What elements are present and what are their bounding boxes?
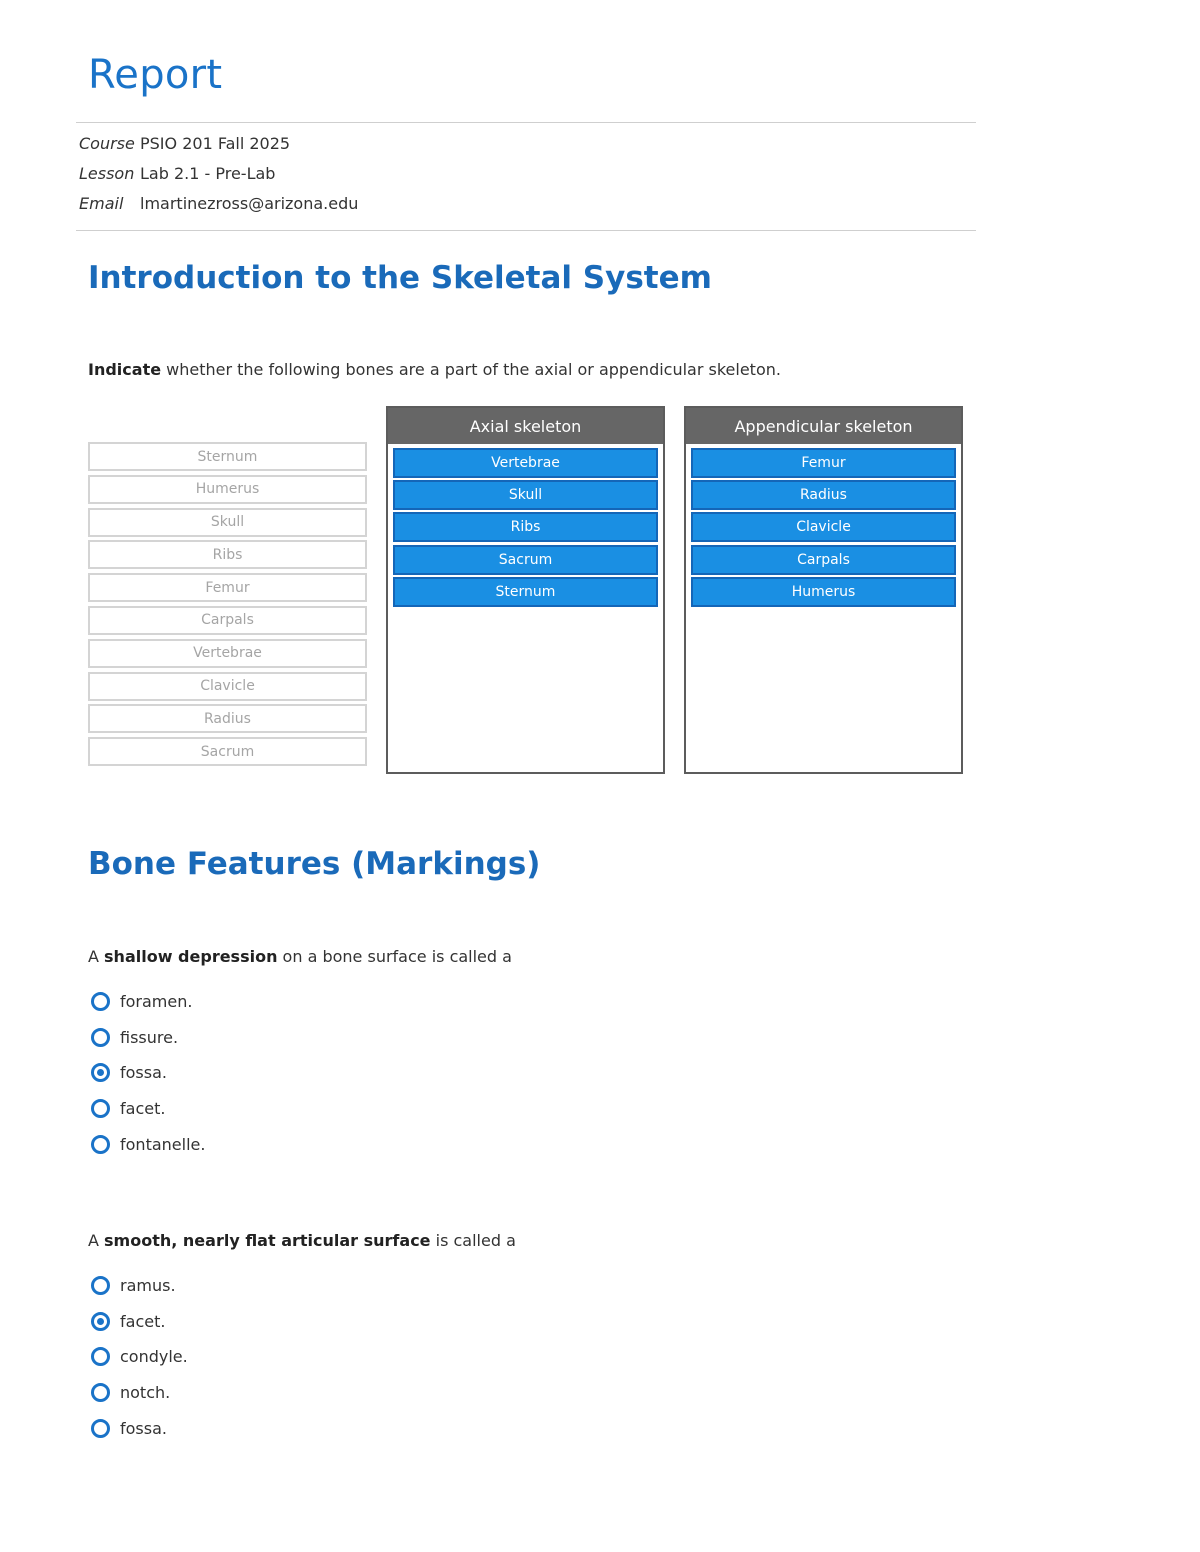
source-item-radius[interactable]: Radius — [88, 704, 367, 733]
prompt-prefix: A — [88, 1231, 105, 1250]
option-notch[interactable] — [91, 1375, 188, 1411]
question-prompt-skeleton — [88, 360, 781, 379]
question-prompt-q1 — [88, 947, 512, 966]
source-item-ribs[interactable]: Ribs — [88, 540, 367, 569]
option-label: condyle. — [120, 1347, 188, 1367]
placed-chip[interactable]: Skull — [393, 480, 658, 510]
option-ramus[interactable] — [91, 1268, 188, 1304]
source-item-sternum[interactable]: Sternum — [88, 442, 367, 471]
prompt-suffix: on a bone surface is called a — [277, 947, 512, 966]
prompt-bold: Indicate — [88, 360, 162, 379]
bucket-appendicular[interactable] — [684, 406, 963, 774]
option-label: foramen. — [120, 992, 193, 1012]
placed-chip[interactable]: Carpals — [691, 545, 956, 575]
meta-lesson — [79, 158, 358, 188]
prompt-prefix: A — [88, 947, 105, 966]
radio-group-q1 — [91, 984, 205, 1162]
prompt-bold: shallow depression — [104, 947, 278, 966]
option-facet[interactable] — [91, 1091, 205, 1127]
bucket-axial[interactable] — [386, 406, 665, 774]
meta-email — [79, 188, 358, 218]
placed-chip[interactable]: Ribs — [393, 512, 658, 542]
source-item-sacrum[interactable]: Sacrum — [88, 737, 367, 766]
radio-icon[interactable] — [91, 1276, 110, 1295]
section-title-bone-features: Bone Features (Markings) — [88, 846, 541, 882]
option-label: fontanelle. — [120, 1134, 206, 1154]
placed-chip[interactable]: Vertebrae — [393, 448, 658, 478]
radio-icon[interactable] — [91, 992, 110, 1011]
placed-chip[interactable]: Sternum — [393, 577, 658, 607]
placed-chip[interactable]: Humerus — [691, 577, 956, 607]
bucket-header: Axial skeleton — [388, 408, 663, 444]
placed-chip[interactable]: Radius — [691, 480, 956, 510]
placed-chip[interactable]: Sacrum — [393, 545, 658, 575]
option-label: fossa. — [120, 1063, 167, 1083]
question-prompt-q2 — [88, 1231, 516, 1250]
option-facet[interactable] — [91, 1304, 188, 1340]
source-item-humerus[interactable]: Humerus — [88, 475, 367, 504]
option-label: fissure. — [120, 1027, 179, 1047]
source-item-carpals[interactable]: Carpals — [88, 606, 367, 635]
bucket-header: Appendicular skeleton — [686, 408, 961, 444]
section-title-skeletal: Introduction to the Skeletal System — [88, 260, 712, 296]
option-foramen[interactable] — [91, 984, 205, 1020]
option-fontanelle[interactable] — [91, 1126, 205, 1162]
report-title: Report — [88, 52, 223, 98]
radio-group-q2 — [91, 1268, 188, 1446]
radio-icon[interactable] — [91, 1028, 110, 1047]
option-fossa[interactable] — [91, 1410, 188, 1446]
radio-icon[interactable] — [91, 1099, 110, 1118]
divider — [76, 122, 976, 123]
meta-key: Email — [79, 193, 124, 213]
option-label: facet. — [120, 1099, 166, 1119]
source-item-vertebrae[interactable]: Vertebrae — [88, 639, 367, 668]
option-label: fossa. — [120, 1418, 167, 1438]
prompt-suffix: is called a — [430, 1231, 516, 1250]
bucket-body — [388, 444, 663, 607]
prompt-text: whether the following bones are a part of the axial or appendicular skeleton. — [161, 360, 781, 379]
radio-icon[interactable] — [91, 1419, 110, 1438]
meta-key: Lesson — [79, 163, 135, 183]
option-label: facet. — [120, 1311, 166, 1331]
source-item-skull[interactable]: Skull — [88, 508, 367, 537]
radio-icon[interactable] — [91, 1383, 110, 1402]
source-item-clavicle[interactable]: Clavicle — [88, 672, 367, 701]
meta-value: PSIO 201 Fall 2025 — [140, 133, 291, 153]
placed-chip[interactable]: Clavicle — [691, 512, 956, 542]
meta-course — [79, 128, 358, 158]
meta-value: Lab 2.1 - Pre-Lab — [140, 163, 276, 183]
radio-checked-icon[interactable] — [91, 1063, 110, 1082]
radio-icon[interactable] — [91, 1135, 110, 1154]
placed-chip[interactable]: Femur — [691, 448, 956, 478]
option-condyle[interactable] — [91, 1339, 188, 1375]
radio-checked-icon[interactable] — [91, 1312, 110, 1331]
source-item-femur[interactable]: Femur — [88, 573, 367, 602]
meta-key: Course — [79, 133, 135, 153]
divider — [76, 230, 976, 231]
meta-value: lmartinezross@arizona.edu — [140, 193, 359, 213]
option-fossa[interactable] — [91, 1055, 205, 1091]
prompt-bold: smooth, nearly flat articular surface — [104, 1231, 431, 1250]
drag-source-list — [88, 442, 367, 770]
bucket-body — [686, 444, 961, 607]
report-meta — [79, 128, 358, 218]
option-label: ramus. — [120, 1276, 176, 1296]
option-fissure[interactable] — [91, 1020, 205, 1056]
radio-icon[interactable] — [91, 1347, 110, 1366]
option-label: notch. — [120, 1383, 171, 1403]
